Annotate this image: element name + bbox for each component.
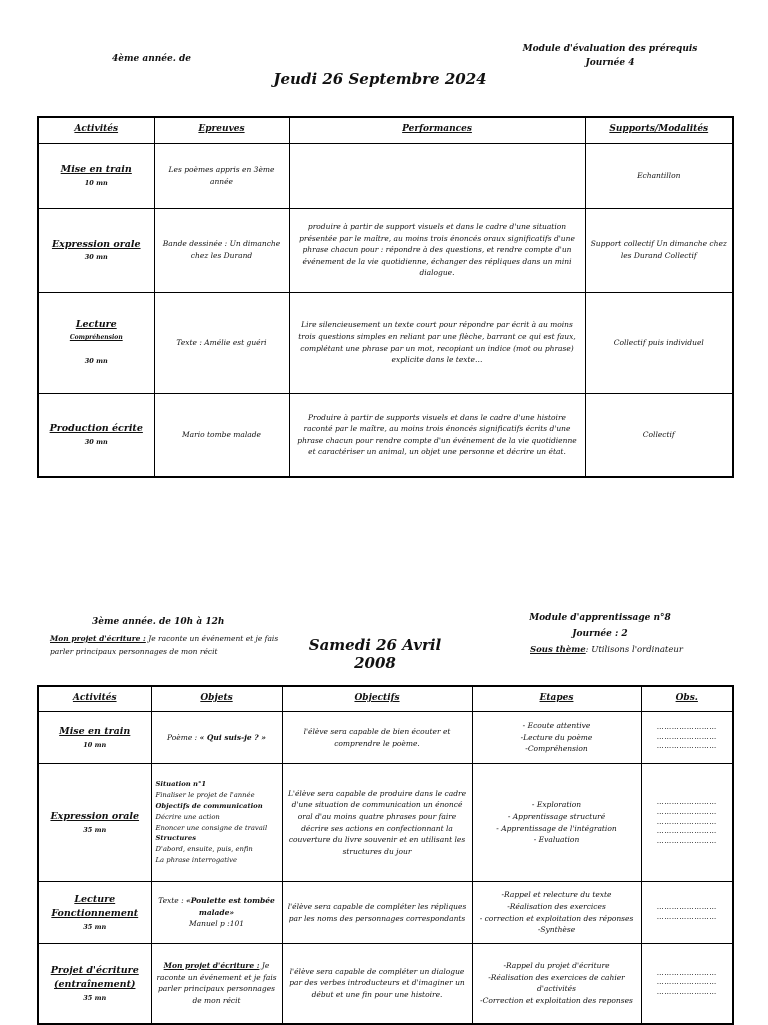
table-row: [38, 882, 733, 944]
objet-line: La phrase interrogative: [155, 856, 237, 865]
doc1-class-label: 4ème année. de: [112, 54, 192, 64]
etape-item: -Réalisation des exercices de cahier d'activités: [488, 972, 625, 994]
performance-cell: [289, 143, 585, 208]
objet-label: Poème :: [167, 732, 198, 742]
obs-cell: [641, 712, 733, 764]
objet-line: Décrire une action: [155, 812, 220, 821]
doc2-header-objectifs: Objectifs: [282, 686, 472, 712]
doc2-day-label: Journée : 2: [572, 629, 628, 639]
performance-cell: produire à partir de support visuels et dans le cadre d'une situation présentée par le maître, au moins trois énoncés oraux significatifs d'une phrase chacun pour : répondre à des questions, et rendre compte d'un événement de la vie quotidienne, échanger des répliques dans un mini dialogue.: [289, 208, 585, 292]
performance-cell: Produire à partir de supports visuels et dans le cadre d'une histoire raconté par le maître, au moins trois énoncés significatifs écrits d'une phrase chacun pour rendre compte d'un événement de la vie quotidienne et caractériser un animal, un objet une personne et décrire un état.: [289, 393, 585, 477]
etape-item: -Compréhension: [525, 744, 588, 754]
doc1-module-title: Module d'évaluation des prérequis: [522, 44, 698, 54]
obs-dots: ……………………: [656, 732, 717, 741]
etape-item: -Réalisation des exercices: [507, 901, 606, 911]
etapes-cell: [472, 944, 641, 1024]
support-cell: Collectif puis individuel: [585, 292, 733, 393]
objet-cell: [151, 882, 282, 944]
activity-name: Mise en train: [59, 726, 131, 738]
etape-item: - Ecoute attentive: [522, 721, 591, 731]
activity-duration: 30 mn: [84, 438, 108, 447]
table-row: [38, 292, 733, 393]
obs-dots: ……………………: [656, 902, 717, 911]
obs-cell: [641, 764, 733, 882]
objectif-cell: l'élève sera capable de compléter un dialogue par des verbes introducteurs et d'imaginer un début et une fin pour une histoire.: [282, 944, 472, 1024]
activity-name: Mise en train: [60, 164, 132, 176]
obs-dots: ……………………: [656, 827, 717, 836]
obs-dots: ……………………: [656, 798, 717, 806]
table-row: [38, 764, 733, 882]
objet-cell: [151, 944, 282, 1024]
objet-cell: [151, 712, 282, 764]
objet-line: Objectifs de communication: [155, 801, 263, 810]
doc2-module-title: Module d'apprentissage n°8: [529, 613, 671, 623]
etape-item: - Evaluation: [533, 835, 580, 845]
doc1-header-supports: Supports/Modalités: [585, 117, 733, 143]
objet-line: Enoncer une consigne de travail: [155, 823, 268, 832]
objet-extra: Manuel p :101: [188, 919, 245, 929]
obs-dots: ……………………: [656, 988, 717, 997]
doc2-date: Samedi 26 Avril 2008: [308, 636, 442, 672]
activity-duration: 35 mn: [83, 825, 107, 834]
doc2-header-activites: Activités: [38, 686, 151, 712]
activity-duration: 35 mn: [83, 923, 107, 932]
objet-line: Situation n°1: [155, 780, 207, 788]
epreuve-cell: Texte : Amélie est guéri: [154, 292, 289, 393]
doc1-header-activites: Activités: [38, 117, 154, 143]
activity-name: Lecture: [75, 319, 117, 331]
obs-cell: [641, 882, 733, 944]
doc2-header-etapes: Etapes: [472, 686, 641, 712]
table-row: [38, 208, 733, 292]
performance-cell: Lire silencieusement un texte court pour répondre par écrit à au moins trois questions simples en reliant par une flèche, barrant ce qui est faux, complétant une phrase par un mot, recopiant un indice (mot ou phrase) explicite dans le texte…: [289, 292, 585, 393]
activity-name: Expression orale: [50, 811, 140, 823]
obs-cell: [641, 944, 733, 1024]
obs-dots: ……………………: [656, 742, 717, 751]
doc2-theme-text: : Utilisons l'ordinateur: [585, 645, 683, 655]
epreuve-cell: Mario tombe malade: [154, 393, 289, 477]
obs-dots: ……………………: [656, 978, 717, 987]
table-row: [38, 143, 733, 208]
etapes-cell: [472, 764, 641, 882]
etapes-cell: [472, 712, 641, 764]
obs-dots: ……………………: [656, 968, 717, 977]
doc2-project-block: [50, 633, 290, 659]
obs-dots: ……………………: [656, 807, 717, 816]
objet-line: Structures: [155, 834, 197, 843]
etape-item: -Rappel du projet d'écriture: [503, 961, 610, 970]
etape-item: -Lecture du poème: [520, 732, 593, 742]
etape-item: -Correction et exploitation des reponses: [480, 995, 633, 1005]
activity-name: Expression orale: [51, 238, 141, 250]
support-cell: Support collectif Un dimanche chez les Durand Collectif: [585, 208, 733, 292]
etape-item: - correction et exploitation des réponses: [479, 913, 634, 923]
obs-dots: ……………………: [656, 837, 717, 846]
doc1-table: [37, 116, 734, 478]
doc2-header-objets: Objets: [151, 686, 282, 712]
doc1-header-epreuves: Epreuves: [154, 117, 289, 143]
obs-dots: ……………………: [656, 817, 717, 826]
objet-line: Finaliser le projet de l'année: [155, 790, 255, 799]
doc2-project-text: Je raconte un événement et je fais parler principaux personnages de mon récit: [50, 634, 279, 656]
etape-item: - Apprentissage structuré: [507, 811, 606, 821]
activity-name: Projet d'écriture (entraînement): [50, 964, 139, 991]
support-cell: Collectif: [585, 393, 733, 477]
activity-name: Production écrite: [49, 423, 143, 435]
activity-duration: 30 mn: [84, 357, 108, 366]
objectif-cell: L'élève sera capable de produire dans le cadre d'une situation de communication un énoncé oral d'au moins quatre phrases pour faire décrire ses actions en confectionnant la couverture du livre souvenir et en utilisant les structures du jour: [282, 764, 472, 882]
activity-duration: 35 mn: [83, 993, 107, 1002]
table-row: [38, 393, 733, 477]
activity-name: Lecture Fonctionnement: [51, 893, 139, 920]
obs-dots: ……………………: [656, 722, 717, 731]
doc1-date: Jeudi 26 Septembre 2024: [273, 70, 487, 88]
activity-duration: 10 mn: [84, 178, 108, 187]
doc2-class-label: 3ème année. de 10h à 12h: [92, 617, 225, 627]
doc2-table: [37, 685, 734, 1025]
doc2-theme: [530, 645, 683, 655]
etape-item: -Rappel et relecture du texte: [501, 890, 612, 900]
objectif-cell: l'élève sera capable de bien écouter et comprendre le poème.: [282, 712, 472, 764]
activity-duration: 10 mn: [83, 740, 107, 749]
activity-duration: 30 mn: [84, 253, 108, 262]
doc2-header-obs: Obs.: [641, 686, 733, 712]
doc1-header-performances: Performances: [289, 117, 585, 143]
objet-cell: [151, 764, 282, 882]
objet-text: Je raconte un événement et je fais parler principaux personnages de mon récit: [156, 961, 277, 1005]
activity-subtitle: Compréhension: [69, 334, 123, 342]
etape-item: - Exploration: [531, 800, 582, 810]
doc1-day-label: Journée 4: [585, 58, 635, 68]
etapes-cell: [472, 882, 641, 944]
support-cell: Echantillon: [585, 143, 733, 208]
objet-label: Texte :: [158, 896, 184, 906]
doc2-project-label: Mon projet d'écriture :: [50, 634, 146, 643]
table-row: [38, 944, 733, 1024]
epreuve-cell: Bande dessinée : Un dimanche chez les Durand: [154, 208, 289, 292]
objectif-cell: l'élève sera capable de compléter les répliques par les noms des personnages correspondants: [282, 882, 472, 944]
objet-title: « Qui suis-je ? »: [199, 732, 266, 742]
objet-label: Mon projet d'écriture :: [163, 961, 260, 970]
table-row: [38, 712, 733, 764]
epreuve-cell: Les poèmes appris en 3ème année: [154, 143, 289, 208]
objet-line: D'abord, ensuite, puis, enfin: [155, 845, 253, 854]
doc2-theme-label: Sous thème: [530, 645, 586, 655]
etape-item: -Synthèse: [537, 925, 576, 935]
objet-title: «Poulette est tombée malade»: [186, 896, 275, 917]
etape-item: - Apprentissage de l'intégration: [496, 823, 617, 833]
obs-dots: ……………………: [656, 912, 717, 921]
